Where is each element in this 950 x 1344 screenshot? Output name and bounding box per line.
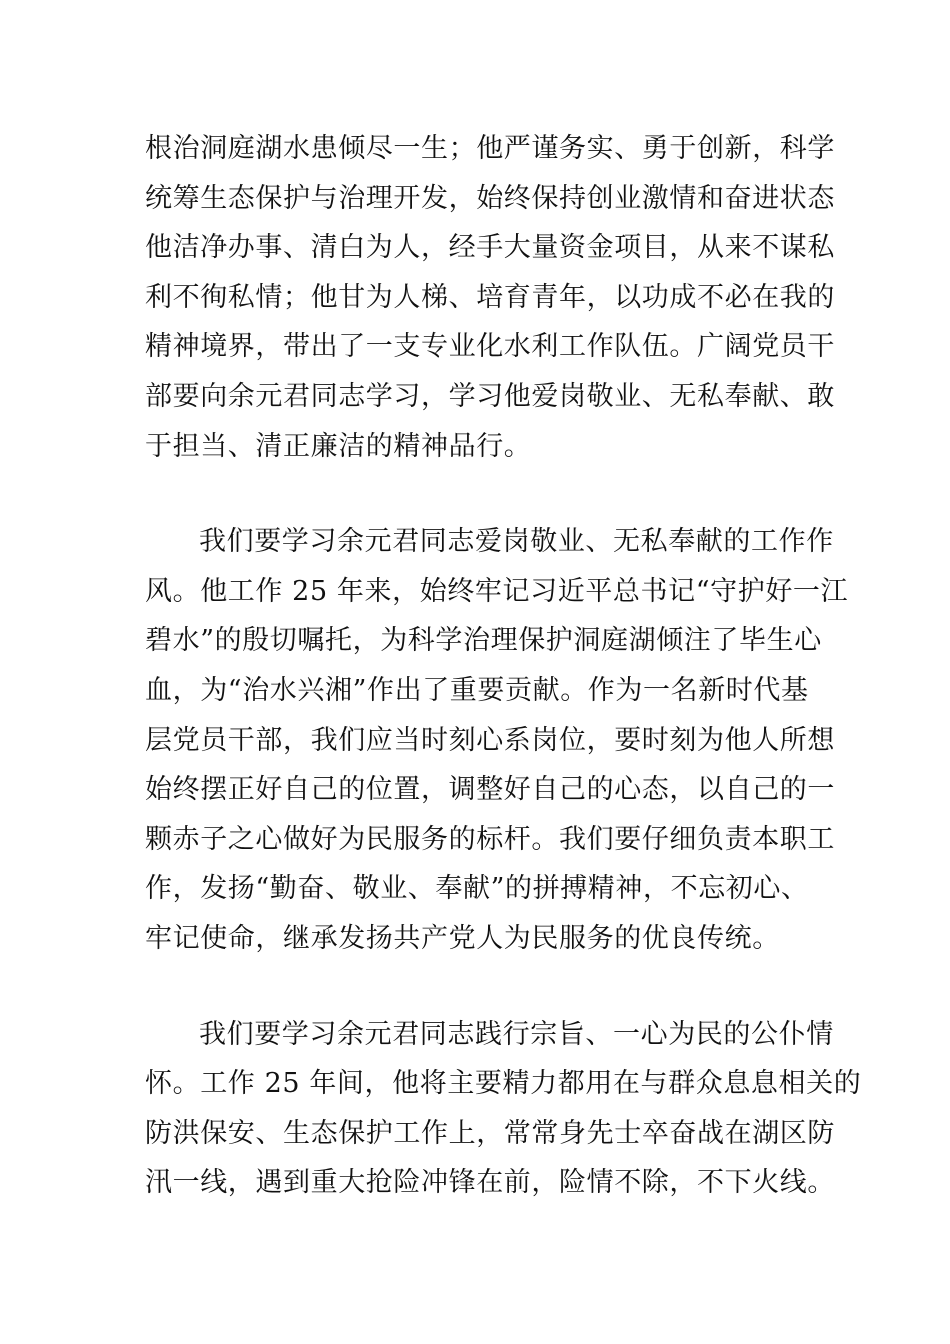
text-line: 怀。工作 25 年间，他将主要精力都用在与群众息息相关的	[145, 1068, 862, 1100]
text-line-indented: 我们要学习余元君同志爱岗敬业、无私奉献的工作作	[199, 526, 834, 558]
text-line: 根治洞庭湖水患倾尽一生；他严谨务实、勇于创新，科学	[145, 133, 835, 164]
text-line: 精神境界，带出了一支专业化水利工作队伍。广阔党员干	[145, 331, 835, 363]
text-line-indented: 我们要学习余元君同志践行宗旨、一心为民的公仆情	[199, 1018, 834, 1050]
text-line: 利不徇私情；他甘为人梯、培育青年，以功成不必在我的	[145, 281, 835, 313]
text-line: 颗赤子之心做好为民服务的标杆。我们要仔细负责本职工	[145, 823, 835, 855]
text-line: 防洪保安、生态保护工作上，常常身先士卒奋战在湖区防	[145, 1117, 835, 1149]
text-line: 牢记使命，继承发扬共产党人为民服务的优良传统。	[145, 922, 780, 954]
paragraph-spacer	[145, 964, 817, 1010]
text-line: 部要向余元君同志学习，学习他爱岗敬业、无私奉献、敢	[145, 380, 835, 412]
paragraph-2	[145, 517, 849, 963]
text-line: 统筹生态保护与治理开发，始终保持创业激情和奋进状态	[145, 182, 835, 214]
text-line: 于担当、清正廉洁的精神品行。	[145, 430, 532, 462]
paragraph-spacer	[145, 471, 817, 517]
text-line: 风。他工作 25 年来，始终牢记习近平总书记“守护好一江	[145, 575, 849, 607]
text-line: 始终摆正好自己的位置，调整好自己的心态，以自己的一	[145, 774, 835, 806]
text-line: 作，发扬“勤奋、敬业、奉献”的拼搏精神，不忘初心、	[145, 873, 809, 905]
paragraph-1	[145, 124, 835, 471]
document-body	[145, 124, 862, 1208]
text-line: 他洁净办事、清白为人，经手大量资金项目，从来不谋私	[145, 232, 835, 264]
text-line: 碧水”的殷切嘱托，为科学治理保护洞庭湖倾注了毕生心	[145, 625, 822, 657]
text-line: 层党员干部，我们应当时刻心系岗位，要时刻为他人所想	[145, 724, 835, 756]
text-line: 汛一线，遇到重大抢险冲锋在前，险情不除，不下火线。	[145, 1167, 835, 1199]
paragraph-3	[145, 1010, 862, 1208]
text-line: 血，为“治水兴湘”作出了重要贡献。作为一名新时代基	[145, 674, 809, 706]
